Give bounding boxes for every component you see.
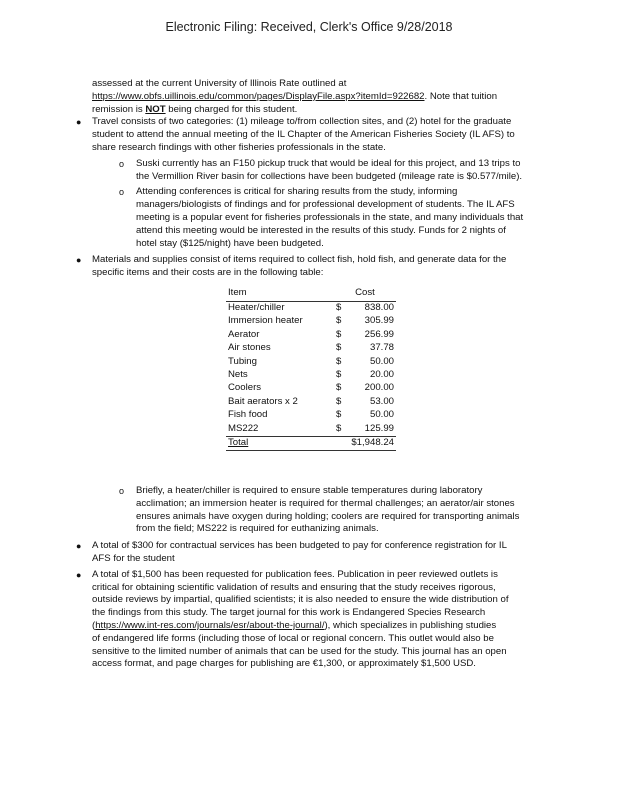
table-row <box>226 409 396 422</box>
publication-line: critical for obtaining scientific validation of results and ensuring that the study receives rigorous, <box>92 581 496 593</box>
materials-cost-table <box>226 286 396 451</box>
item-cell: Aerator <box>228 328 260 340</box>
table-header-row <box>226 286 396 301</box>
materials-justification-line: from the field; MS222 is required for euthanizing animals. <box>136 523 379 535</box>
travel-line: share research findings with other fisheries professionals in the state. <box>92 141 386 153</box>
item-cell: Immersion heater <box>228 315 303 327</box>
materials-justification-line: acclimation; an immersion heater is required for thermal challenges; an aerator/air stones <box>136 497 515 509</box>
conference-line: meeting is a popular event for fisheries professionals in the state, and many individuals that <box>136 211 524 223</box>
obfs-rate-link[interactable]: https://www.obfs.uillinois.edu/common/pages/DisplayFile.aspx?itemId=922682 <box>92 90 425 102</box>
item-cell: Bait aerators x 2 <box>228 395 298 407</box>
table-row <box>226 369 396 382</box>
currency-cell: $ <box>336 328 342 340</box>
mileage-line: the Vermillion River basin for collections have been budgeted (mileage rate is $0.577/mile). <box>136 170 523 182</box>
travel-sub-bullet-conference <box>70 186 550 250</box>
sub-bullet-icon: o <box>119 158 125 169</box>
publication-line: sensitive to the limited number of animals that can be used for the study. This journal has an open <box>92 645 507 657</box>
cost-cell: 50.00 <box>369 355 394 367</box>
currency-cell: $ <box>336 409 342 421</box>
publication-line: (https://www.int-res.com/journals/esr/about-the-journal/), which specializes in publishing studies <box>92 620 497 632</box>
table-row <box>226 395 396 408</box>
intro-line-2: https://www.obfs.uillinois.edu/common/pages/DisplayFile.aspx?itemId=922682. Note that tuition <box>92 90 498 102</box>
currency-cell: $ <box>336 355 342 367</box>
conference-line: attend this meeting would be interested in the results of this study. Funds for 2 nights of <box>136 224 506 236</box>
contractual-bullet <box>70 540 550 566</box>
contractual-line: AFS for the student <box>92 553 175 565</box>
cost-cell: 200.00 <box>364 382 394 394</box>
cost-cell: 256.99 <box>364 328 394 340</box>
item-column-header: Item <box>226 286 334 301</box>
intro-line-3: remission is NOT being charged for this student. <box>92 103 298 115</box>
bullet-icon: ● <box>76 541 82 552</box>
materials-line: Materials and supplies consist of items required to collect fish, hold fish, and generate data for the <box>92 254 507 266</box>
item-cell: Coolers <box>228 382 262 394</box>
materials-sub-bullet <box>70 485 550 536</box>
table-row <box>226 301 396 315</box>
publication-bullet <box>70 569 550 671</box>
table-row <box>226 422 396 436</box>
conference-line: managers/biologists of findings and for professional development of students. The IL AFS <box>136 199 515 211</box>
publication-line: A total of $1,500 has been requested for publication fees. Publication in peer reviewed outlets is <box>92 568 498 580</box>
table-row <box>226 342 396 355</box>
contractual-line: A total of $300 for contractual services has been budgeted to pay for conference registration for IL <box>92 540 507 552</box>
currency-cell: $ <box>336 382 342 394</box>
bullet-icon: ● <box>76 117 82 128</box>
travel-line: Travel consists of two categories: (1) mileage to/from collection sites, and (2) hotel for the graduate <box>92 116 512 128</box>
item-cell: Nets <box>228 369 248 380</box>
materials-line: specific items and their costs are in the following table: <box>92 267 324 279</box>
item-cell: MS222 <box>228 422 259 434</box>
travel-line: student to attend the annual meeting of the IL Chapter of the American Fisheries Society (IL AFS) to <box>92 129 515 141</box>
not-emphasis: NOT <box>145 103 166 115</box>
currency-cell: $ <box>336 395 342 407</box>
item-cell: Fish food <box>228 409 268 421</box>
table-row <box>226 315 396 328</box>
materials-justification-line: ensures animals have oxygen during holding; coolers are required for transporting animals <box>136 510 520 522</box>
cost-cell: 838.00 <box>364 302 394 314</box>
esr-journal-link[interactable]: https://www.int-res.com/journals/esr/about-the-journal/ <box>95 620 325 632</box>
cost-cell: 53.00 <box>369 395 394 407</box>
publication-line: of endangered life forms (including those of local or regional concern. This outlet would also be <box>92 632 494 644</box>
cost-cell: 125.99 <box>364 422 394 434</box>
total-row <box>226 436 396 450</box>
currency-cell: $ <box>336 315 342 327</box>
bullet-icon: ● <box>76 569 82 580</box>
mileage-line: Suski currently has an F150 pickup truck that would be ideal for this project, and 13 trips to <box>136 157 521 169</box>
filing-header: Electronic Filing: Received, Clerk's Office 9/28/2018 <box>165 20 453 34</box>
item-cell: Tubing <box>228 355 257 367</box>
table-row <box>226 355 396 368</box>
table-row <box>226 329 396 342</box>
sub-bullet-icon: o <box>119 187 125 198</box>
currency-cell: $ <box>336 422 342 434</box>
currency-cell: $ <box>336 302 342 314</box>
cost-cell: 305.99 <box>364 315 394 327</box>
currency-cell: $ <box>336 342 342 354</box>
conference-line: hotel stay ($125/night) have been budgeted. <box>136 237 324 249</box>
publication-line: the findings from this study. The target journal for this work is Endangered Species Research <box>92 607 486 619</box>
publication-line: access format, and page charges for publishing are €1,300, or approximately $1,500 USD. <box>92 658 476 670</box>
travel-bullet <box>70 116 550 154</box>
intro-line-1: assessed at the current University of Illinois Rate outlined at <box>92 78 347 89</box>
currency-cell: $ <box>336 369 342 380</box>
conference-line: Attending conferences is critical for sharing results from the study, informing <box>136 186 458 198</box>
cost-cell: 50.00 <box>369 409 394 421</box>
materials-bullet <box>70 254 550 280</box>
sub-bullet-icon: o <box>119 486 125 497</box>
travel-sub-bullet-mileage <box>70 158 550 184</box>
total-label: Total <box>226 436 334 450</box>
cost-cell: 20.00 <box>369 369 394 380</box>
cost-cell: 37.78 <box>369 342 394 354</box>
bullet-icon: ● <box>76 255 82 266</box>
publication-line: outside reviews by impartial, qualified scientists; it is also needed to ensure the wide distribution of <box>92 594 509 606</box>
total-cost: $1,948.24 <box>334 436 396 450</box>
cost-column-header: Cost <box>334 286 396 301</box>
materials-justification-line: Briefly, a heater/chiller is required to ensure stable temperatures during laboratory <box>136 485 483 497</box>
table-row <box>226 382 396 395</box>
item-cell: Air stones <box>228 342 271 354</box>
document-body <box>70 78 550 671</box>
item-cell: Heater/chiller <box>228 302 285 314</box>
